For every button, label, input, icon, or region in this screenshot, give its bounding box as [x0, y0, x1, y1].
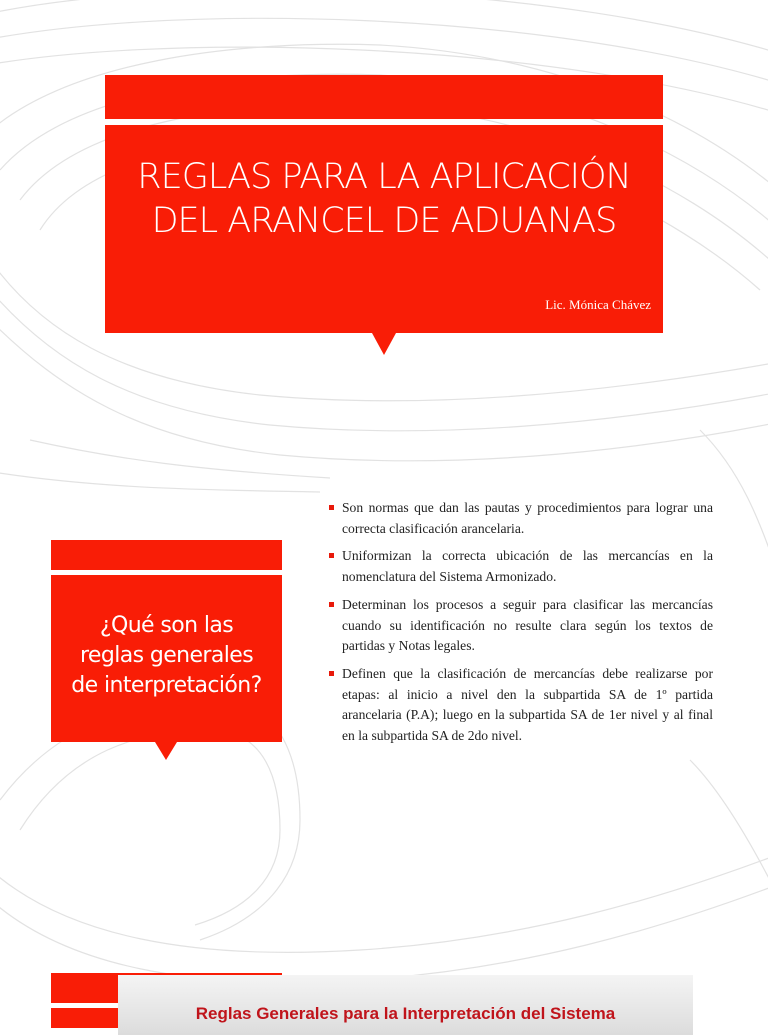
bullet-text: Definen que la clasificación de mercancías debe realizarse por etapas: al inicio a nivel den la subpartida SA de 1º partida arancelaria (P.A); luego en la subpartida SA de 1er nivel y al final en la subpartida SA de 2do nivel.: [342, 665, 713, 744]
question-line-3: de interpretación?: [71, 673, 262, 698]
bullet-square-icon: [329, 602, 334, 607]
bullet-item: [329, 664, 713, 747]
question-line-1: ¿Qué son las: [99, 613, 234, 638]
rules-slide-title: Reglas Generales para la Interpretación del Sistema: [195, 1004, 616, 1023]
author-name: Lic. Mónica Chávez: [545, 297, 651, 312]
rules-accent-block: [51, 1008, 118, 1028]
bullet-text: Determinan los procesos a seguir para clasificar las mercancías cuando su identificación no resulte clara según los textos de partidas y Notas legales.: [342, 596, 713, 654]
bullet-item: [329, 498, 713, 539]
question-line-2: reglas generales: [79, 643, 254, 668]
title-slide: [0, 0, 768, 440]
rules-slide: [0, 970, 768, 1024]
title-line-2: DEL ARANCEL DE ADUANAS: [151, 201, 617, 241]
bullet-square-icon: [329, 553, 334, 558]
title-accent-strip: [105, 75, 663, 119]
bullet-item: [329, 546, 713, 587]
title-line-1: REGLAS PARA LA APLICACIÓN: [137, 157, 631, 197]
question-callout-pointer: [155, 742, 177, 760]
title-box: [105, 125, 663, 333]
question-heading: [51, 611, 282, 701]
bullet-text: Uniformizan la correcta ubicación de las mercancías en la nomenclatura del Sistema Armonizado.: [342, 548, 713, 585]
bullet-text: Son normas que dan las pautas y procedimientos para lograr una correcta clasificación arancelaria.: [342, 500, 713, 536]
bullet-square-icon: [329, 505, 334, 510]
slide-title: [105, 155, 663, 243]
definition-slide: [0, 440, 768, 880]
question-box: [51, 575, 282, 742]
bullet-square-icon: [329, 671, 334, 676]
bullet-item: [329, 595, 713, 657]
title-callout-pointer: [372, 333, 396, 355]
question-accent-strip: [51, 540, 282, 570]
definition-bullet-list: [329, 498, 713, 754]
